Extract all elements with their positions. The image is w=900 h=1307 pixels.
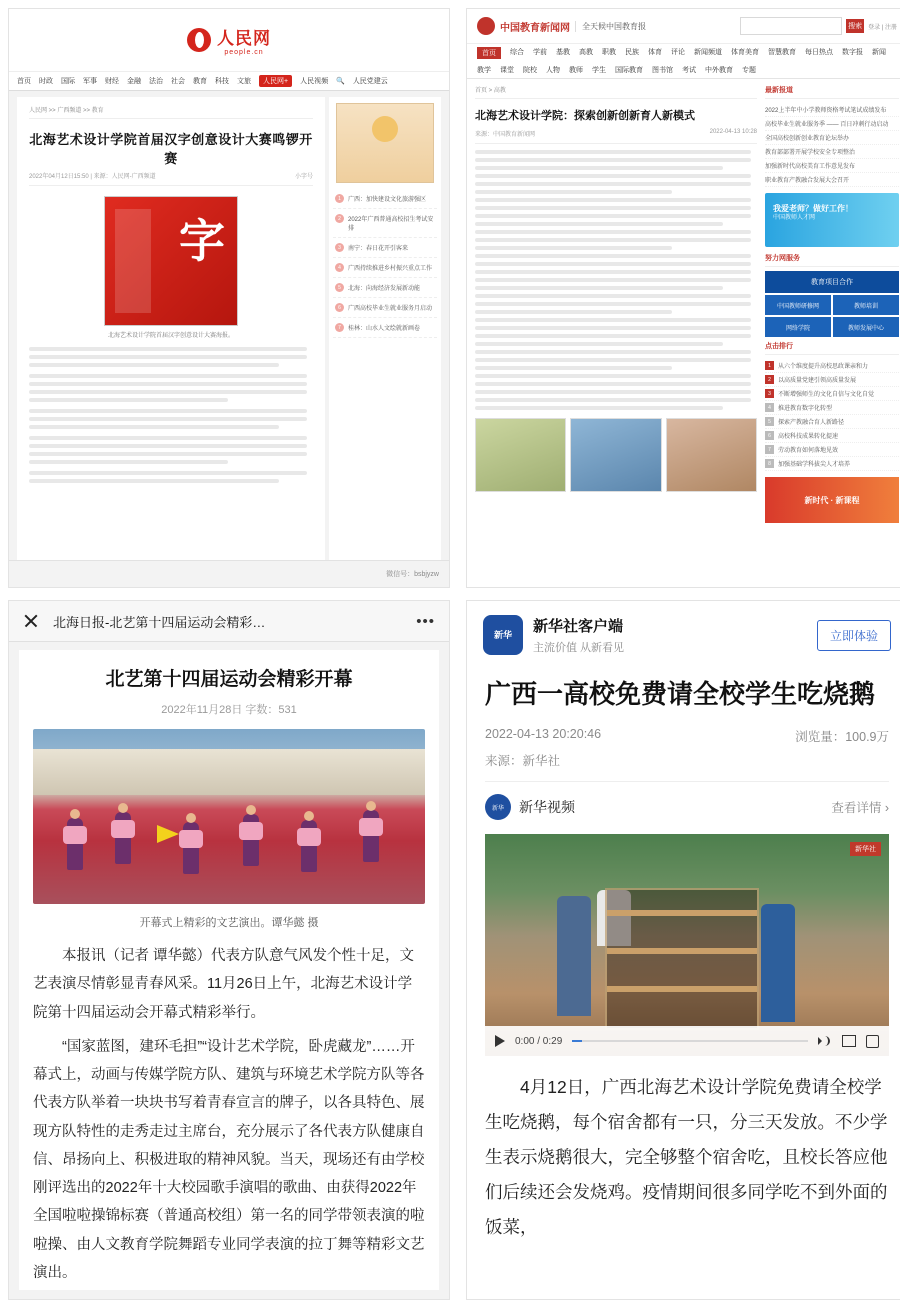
nav-item[interactable]: 考试 <box>682 67 696 74</box>
annotation-arrow-icon <box>157 825 179 843</box>
list-item[interactable] <box>765 443 899 457</box>
nav-item[interactable]: 高教 <box>579 49 593 56</box>
article-body <box>475 150 757 410</box>
article-paragraph <box>29 436 313 464</box>
bullet-icon: 2 <box>335 214 344 223</box>
grid-cell[interactable]: 教师发展中心 <box>833 317 899 337</box>
page-title: 北艺第十四届运动会精彩开幕 <box>105 669 353 690</box>
article-source: 来源：新华社 <box>485 751 889 782</box>
app-name: 新华社客户端 <box>533 618 624 635</box>
list-item-label: 教育部部署开展学校安全专项整治 <box>765 150 856 156</box>
nav-item[interactable]: 教师 <box>569 67 583 74</box>
people-footer <box>9 560 449 587</box>
people-logo-sub: people.cn <box>224 49 264 56</box>
nav-item[interactable]: 人物 <box>546 67 560 74</box>
nav-item-home[interactable]: 首页 <box>477 47 501 59</box>
list-item[interactable] <box>765 103 899 117</box>
service-grid <box>765 271 899 337</box>
sidebar-section-title: 点击排行 <box>765 341 899 355</box>
nav-item[interactable]: 图书馆 <box>652 67 673 74</box>
photo-caption: 开幕式上精彩的文艺演出。谭华懿 摄 <box>139 917 319 929</box>
article-image <box>570 418 661 492</box>
nav-item[interactable]: 专题 <box>742 67 756 74</box>
list-item-label: 全国高校创新创业教育论坛举办 <box>765 136 850 142</box>
volume-icon[interactable] <box>818 1035 832 1047</box>
article-poster-image <box>104 196 238 326</box>
list-item-label: 推进教育数字化转型 <box>778 406 833 412</box>
play-icon[interactable] <box>495 1035 505 1047</box>
sidebar-banner-newera[interactable]: 新时代 · 新课程 <box>765 477 899 523</box>
article-paragraph: 4月12日，广西北海艺术设计学院免费请全校学生吃烧鹅，每个宿舍都有一只，分三天发放。不少学生表示烧鹅很大，完全够整个宿舍吃，且校长答应他们后续还会发烧鸡。疫情期间很多同学吃不到外面的饭菜， <box>485 1077 888 1238</box>
grid-cell[interactable]: 网络学院 <box>765 317 831 337</box>
hot-news-list <box>765 103 899 187</box>
page-title: 广西一高校免费请全校学生吃烧鹅 <box>485 679 876 709</box>
nav-item[interactable]: 教育 <box>193 78 207 85</box>
panel-wechat-article <box>8 600 450 1300</box>
list-item[interactable] <box>333 209 437 238</box>
list-item[interactable] <box>333 318 437 338</box>
people-article <box>17 97 325 579</box>
list-item-label: 探索产教融合育人新路径 <box>778 420 845 426</box>
list-item[interactable] <box>765 373 899 387</box>
list-item[interactable] <box>765 415 899 429</box>
jyb-nav-primary[interactable] <box>467 44 900 79</box>
nav-item[interactable]: 体育 <box>648 49 662 56</box>
xinhua-article <box>467 677 900 1245</box>
list-item-label: 职业教育产教融合发展大会召开 <box>765 178 850 184</box>
article-card <box>19 650 439 1290</box>
article-source: 来源：中国教育新闻网 <box>475 132 536 138</box>
people-logo-text: 人民网 <box>217 29 271 48</box>
jyb-slogan: 全天候中国教育报 <box>575 21 646 32</box>
list-item-label: 加强基础学科拔尖人才培养 <box>778 462 851 468</box>
rank-number: 6 <box>765 431 774 440</box>
view-count: 浏览量：100.9万 <box>795 730 889 745</box>
nav-item[interactable]: 中外教育 <box>705 67 733 74</box>
wechat-topbar <box>9 601 449 642</box>
article-date: 2022-04-13 10:28 <box>709 129 757 135</box>
banner-subtitle: 中国教师人才网 <box>773 215 816 222</box>
article-time: 2022-04-13 20:20:46 <box>485 727 602 742</box>
channel-name: 新华视频 <box>519 799 575 816</box>
video-controls[interactable] <box>485 1026 889 1056</box>
bullet-icon: 6 <box>335 303 344 312</box>
article-paragraph <box>29 374 313 402</box>
nav-item[interactable]: 教学 <box>477 67 491 74</box>
list-item[interactable] <box>765 401 899 415</box>
progress-bar[interactable] <box>572 1040 808 1042</box>
people-body <box>9 91 449 585</box>
search-button[interactable]: 搜索 <box>846 19 864 33</box>
nav-item[interactable]: 综合 <box>510 49 524 56</box>
nav-item[interactable]: 国际教育 <box>615 67 643 74</box>
bullet-icon: 7 <box>335 323 344 332</box>
list-item-label: 高校毕业生就业服务季 —— 百日冲刺行动启动 <box>765 122 889 128</box>
video-channel-row[interactable] <box>485 782 889 834</box>
jyb-header <box>467 9 900 44</box>
article-meta <box>29 171 313 186</box>
sidebar-ad-banner[interactable] <box>336 103 434 183</box>
list-item[interactable] <box>765 429 899 443</box>
video-time: 0:00 / 0:29 <box>515 1035 563 1047</box>
page-title: 北海艺术设计学院首届汉字创意设计大赛鸣锣开赛 <box>29 132 313 166</box>
bullet-icon: 5 <box>335 283 344 292</box>
sidebar-banner-teacher[interactable] <box>765 193 899 247</box>
list-item[interactable] <box>333 278 437 298</box>
nav-item[interactable]: 法治 <box>149 78 163 85</box>
list-item[interactable] <box>765 173 899 187</box>
nav-item[interactable]: 时政 <box>39 78 53 85</box>
list-item[interactable] <box>765 457 899 471</box>
breadcrumb: 首页 > 高教 <box>475 85 757 99</box>
jyb-logo-text: 中国教育新闻网 <box>500 22 570 34</box>
sidebar-section-title: 努力网服务 <box>765 253 899 267</box>
close-icon[interactable] <box>23 613 39 629</box>
list-item-label: 南宁：春日花开引客来 <box>348 246 409 252</box>
nav-item[interactable]: 学前 <box>533 49 547 56</box>
article-meta <box>475 129 757 144</box>
article-paragraph <box>29 471 313 483</box>
pip-icon[interactable] <box>842 1035 856 1047</box>
nav-item[interactable]: 学生 <box>592 67 606 74</box>
video-content <box>605 888 759 1030</box>
list-item-label: 劳动教育如何落地见效 <box>778 448 839 454</box>
list-item-label: 2022年广西普通高校招生考试安排 <box>348 217 434 232</box>
list-item[interactable] <box>765 131 899 145</box>
search-area[interactable] <box>740 17 897 35</box>
list-item[interactable] <box>765 359 899 373</box>
search-input[interactable] <box>740 17 842 35</box>
grid-cell[interactable]: 中国教师研修网 <box>765 295 831 315</box>
jyb-body <box>467 79 900 588</box>
nav-item[interactable]: 基教 <box>556 49 570 56</box>
article-paragraph: “国家蓝图，建环毛担”“设计艺术学院，卧虎藏龙”……开幕式上，动画与传媒学院方队、建筑与环境艺术学院方队等各代表方队举着一块块书写着青春宣言的牌子，以各具特色、展现方队特性的走秀走过主席台，充分展示了各代表方队健康自信、昂扬向上、积极进取的精神风貌。当天，现场还有由学校刚评选出的2022年十大校园歌手演唱的歌曲、由获得2022年全国啦啦操锦标赛（普通高校组）第一名的同学带领表演的啦啦操、由人文教育学院舞蹈专业同学表演的拉丁舞等精彩文艺演出。 <box>33 1038 425 1281</box>
login-link[interactable]: 登录 | 注册 <box>868 24 897 31</box>
panel-xinhua-app <box>466 600 900 1300</box>
people-logo-icon <box>187 28 211 52</box>
app-slogan: 主流价值 从新看见 <box>533 642 625 654</box>
nav-item[interactable]: 民族 <box>625 49 639 56</box>
search-icon[interactable]: 🔍 <box>336 78 345 85</box>
nav-item[interactable]: 社会 <box>171 78 185 85</box>
article-date: 2022年04月12日15:50 | 来源：人民网-广西频道 <box>29 174 156 180</box>
rank-number: 2 <box>765 375 774 384</box>
rank-number: 7 <box>765 445 774 454</box>
list-item[interactable] <box>765 117 899 131</box>
topbar-title: 北海日报-北艺第十四届运动会精彩… <box>53 614 266 630</box>
article-paragraph <box>29 409 313 429</box>
grid-cell[interactable]: 教师培训 <box>833 295 899 315</box>
list-item-label: 广西持续推进乡村振兴重点工作 <box>348 266 433 272</box>
open-app-button[interactable]: 立即体验 <box>817 620 891 651</box>
bullet-icon: 1 <box>335 194 344 203</box>
xinhua-header <box>467 601 900 667</box>
people-header <box>9 9 449 72</box>
bullet-icon: 4 <box>335 263 344 272</box>
article-meta: 2022年11月28日 字数：531 <box>161 704 297 716</box>
font-size-toggle[interactable]: 小字号 <box>294 174 313 180</box>
nav-item[interactable]: 新闻频道 <box>694 49 722 56</box>
more-options-icon[interactable]: ••• <box>416 612 435 630</box>
nav-item[interactable]: 数字报 <box>842 49 863 56</box>
rank-number: 4 <box>765 403 774 412</box>
list-item-label: 广西：加快建设文化旅游强区 <box>348 197 427 203</box>
wechat-id: 微信号：bsbjyzw <box>386 571 439 578</box>
nav-item[interactable]: 评论 <box>671 49 685 56</box>
article-paragraph: 本报讯（记者 谭华懿）代表方队意气风发个性十足，文艺表演尽情彰显青春风采。11月26日上午，北海艺术设计学院第十四届运动会开幕式精彩举行。 <box>33 948 415 1021</box>
poster-character: 字 <box>179 215 225 267</box>
recommended-list <box>333 189 437 338</box>
nav-badge[interactable]: 人民网+ <box>259 75 292 87</box>
nav-item[interactable]: 智慧教育 <box>768 49 796 56</box>
nav-item[interactable]: 体育美育 <box>731 49 759 56</box>
rank-number: 5 <box>765 417 774 426</box>
panel-jyb-cn <box>466 8 900 588</box>
nav-item[interactable]: 新闻 <box>872 49 886 56</box>
article-photo <box>33 729 425 904</box>
list-item-label: 桂林：山水人文绘就新画卷 <box>348 326 421 332</box>
fullscreen-icon[interactable] <box>866 1035 879 1048</box>
jyb-article <box>475 85 757 588</box>
list-item-label: 广西高校毕业生就业服务月启动 <box>348 306 433 312</box>
sidebar-section-title: 最新报道 <box>765 85 899 99</box>
photo-building <box>33 749 425 795</box>
people-nav[interactable] <box>9 72 449 91</box>
rank-number: 1 <box>765 361 774 370</box>
list-item[interactable] <box>765 159 899 173</box>
list-item[interactable] <box>333 258 437 278</box>
list-item[interactable] <box>333 298 437 318</box>
jyb-logo[interactable] <box>477 17 646 35</box>
article-image <box>475 418 566 492</box>
list-item-label: 以高质量党建引领高质量发展 <box>778 378 857 384</box>
list-item-label: 高校科技成果转化提速 <box>778 434 839 440</box>
people-logo[interactable] <box>187 24 271 56</box>
nav-item[interactable]: 人民视频 <box>300 78 329 85</box>
nav-item[interactable]: 金融 <box>127 78 141 85</box>
nav-item[interactable]: 文旅 <box>237 78 251 85</box>
list-item-label: 不断增强师生的文化自信与文化自觉 <box>778 392 875 398</box>
nav-item[interactable]: 科技 <box>215 78 229 85</box>
nav-item[interactable]: 财经 <box>105 78 119 85</box>
article-image <box>666 418 757 492</box>
list-item[interactable] <box>333 238 437 258</box>
view-detail-link[interactable]: 查看详情 › <box>831 801 889 816</box>
rank-number: 8 <box>765 459 774 468</box>
nav-item[interactable]: 院校 <box>523 67 537 74</box>
nav-item[interactable]: 职教 <box>602 49 616 56</box>
breadcrumb: 人民网 >> 广西频道 >> 教育 <box>29 105 313 119</box>
people-sidebar <box>329 97 441 579</box>
list-item[interactable] <box>765 145 899 159</box>
rank-list <box>765 359 899 471</box>
video-player[interactable] <box>485 834 889 1056</box>
article-paragraph <box>29 347 313 367</box>
article-meta <box>485 727 889 745</box>
nav-item[interactable]: 人民党建云 <box>352 78 388 85</box>
jyb-sidebar <box>765 85 899 588</box>
list-item[interactable] <box>765 387 899 401</box>
list-item[interactable] <box>333 189 437 209</box>
xinhua-logo-icon: 新华 <box>483 615 523 655</box>
page-title: 北海艺术设计学院：探索创新创新育人新模式 <box>475 110 695 122</box>
lightbulb-icon <box>372 116 398 142</box>
jyb-logo-icon <box>477 17 495 35</box>
channel-avatar-icon: 新华 <box>485 794 511 820</box>
rank-number: 3 <box>765 389 774 398</box>
nav-item[interactable]: 国际 <box>61 78 75 85</box>
nav-item[interactable]: 军事 <box>83 78 97 85</box>
panel-people-cn <box>8 8 450 588</box>
grid-header: 教育项目合作 <box>765 271 899 293</box>
list-item-label: 从六个维度提升高校思政课亲和力 <box>778 364 869 370</box>
nav-item[interactable]: 首页 <box>17 78 31 85</box>
nav-item[interactable]: 课堂 <box>500 67 514 74</box>
list-item-label: 2022上半年中小学教师资格考试笔试成绩发布 <box>765 108 887 114</box>
article-image-row <box>475 418 757 492</box>
list-item-label: 加强新时代高校美育工作意见发布 <box>765 164 856 170</box>
bullet-icon: 3 <box>335 243 344 252</box>
watermark: 新华社 <box>850 842 881 856</box>
poster-caption: 北海艺术设计学院首届汉字创意设计大赛海报。 <box>107 333 234 339</box>
list-item-label: 北海：向海经济发展新动能 <box>348 286 421 292</box>
nav-item[interactable]: 每日热点 <box>805 49 833 56</box>
banner-title: 我爱老师？做好工作！ <box>773 204 853 213</box>
